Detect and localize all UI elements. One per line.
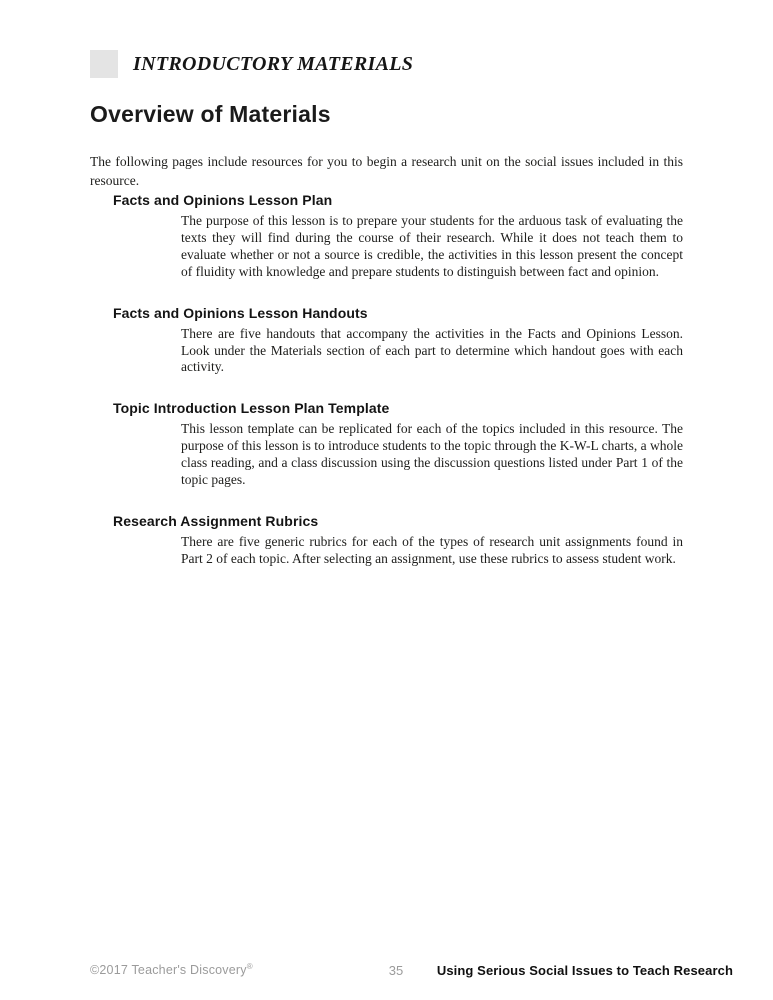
footer-copyright xyxy=(90,963,253,977)
section-kicker xyxy=(90,50,413,78)
section-topic-introduction-lesson-plan-template xyxy=(90,400,683,489)
section-body: This lesson template can be replicated for each of the topics included in this resource. The purpose of this lesson is to introduce students to the topic through the K-W-L charts, a whole class reading, and a class discussion using the discussion questions listed under Part 1 of the topic pages. xyxy=(181,421,683,488)
section-facts-opinions-lesson-plan xyxy=(90,192,683,281)
section-heading: Facts and Opinions Lesson Handouts xyxy=(113,304,368,321)
intro-paragraph: The following pages include resources for you to begin a research unit on the social issues included in this resource. xyxy=(90,153,683,188)
section-research-assignment-rubrics xyxy=(90,513,683,568)
page-footer xyxy=(0,963,773,983)
registered-trademark-symbol: ® xyxy=(246,961,253,971)
section-body: The purpose of this lesson is to prepare your students for the arduous task of evaluating the texts they will find during the course of their research. While it does not teach them to evaluate whether or not a source is credible, the activities in this lesson present the concept of fluidity with knowledge and prepare students to distinguish between fact and opinion. xyxy=(181,213,683,279)
section-heading: Facts and Opinions Lesson Plan xyxy=(113,192,333,208)
kicker-square-icon xyxy=(90,50,118,78)
section-heading: Research Assignment Rubrics xyxy=(113,512,319,529)
footer-copyright-text: ©2017 Teacher's Discovery xyxy=(90,963,247,977)
footer-page-number: 35 xyxy=(388,963,404,978)
section-facts-opinions-lesson-handouts xyxy=(90,305,683,377)
sections-list xyxy=(90,192,683,592)
section-heading: Topic Introduction Lesson Plan Template xyxy=(113,400,390,417)
page-title: Overview of Materials xyxy=(90,101,331,127)
kicker-label: INTRODUCTORY MATERIALS xyxy=(133,52,414,75)
footer-book-title: Using Serious Social Issues to Teach Research xyxy=(436,963,733,978)
section-body: There are five handouts that accompany the activities in the Facts and Opinions Lesson. Look under the Materials section of each part to determine which handout goes with each activity. xyxy=(181,325,683,375)
section-body: There are five generic rubrics for each of the types of research unit assignments found in Part 2 of each topic. After selecting an assignment, use these rubrics to assess student work. xyxy=(181,533,683,566)
